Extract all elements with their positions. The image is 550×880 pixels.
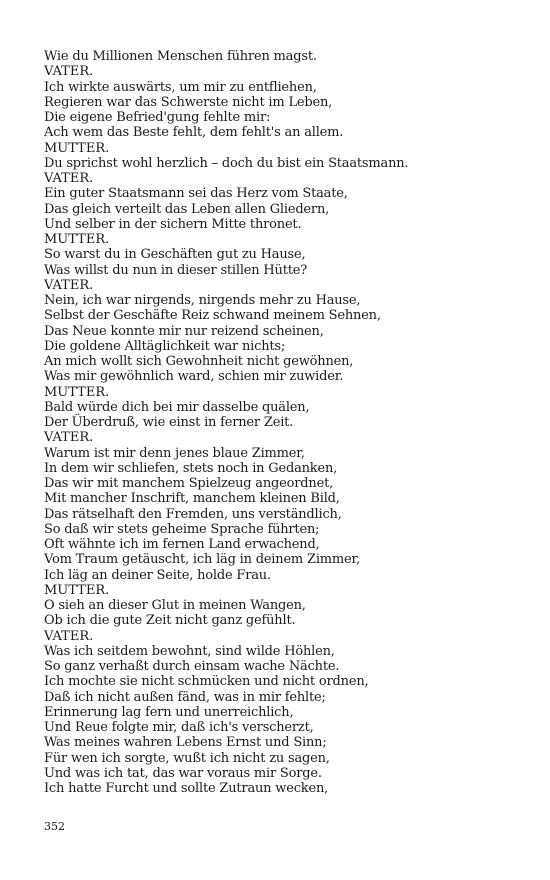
verse-line: Das rätselhaft den Fremden, uns verständlich, — [44, 506, 342, 522]
speaker-name: MUTTER. — [44, 582, 110, 598]
verse-line: Das gleich verteilt das Leben allen Gliedern, — [44, 201, 330, 217]
verse-line: An mich wollt sich Gewohnheit nicht gewöhnen, — [44, 354, 354, 369]
verse-line: Die eigene Befried'gung fehlte mir: — [44, 110, 271, 125]
verse-line: Und selber in der sichern Mitte thronet. — [44, 216, 302, 232]
speaker-name: VATER. — [44, 628, 94, 644]
page-number: 352 — [44, 820, 65, 833]
verse-line: Vom Traum getäuscht, ich läg in deinem Zimmer, — [44, 552, 361, 568]
verse-line: Regieren war das Schwerste nicht im Leben, — [44, 94, 333, 110]
speaker-name: VATER. — [44, 171, 94, 186]
verse-line: Die goldene Alltäglichkeit war nichts; — [44, 338, 286, 354]
verse-line: Du sprichst wohl herzlich – doch du bist ein Staatsmann. — [44, 155, 409, 171]
verse-line: Daß ich nicht außen fänd, was in mir fehlte; — [44, 689, 326, 705]
verse-line: Ich mochte sie nicht schmücken und nicht ordnen, — [44, 674, 369, 690]
speaker-name: VATER. — [44, 64, 94, 80]
verse-line: So ganz verhaßt durch einsam wache Nächte. — [44, 659, 340, 674]
verse-line: So daß wir stets geheime Sprache führten; — [44, 521, 320, 537]
speaker-name: MUTTER. — [44, 232, 110, 247]
verse-line: In dem wir schliefen, stets noch in Gedanken, — [44, 460, 338, 476]
verse-line: Ach wem das Beste fehlt, dem fehlt's an allem. — [44, 125, 344, 141]
verse-line: Das Neue konnte mir nur reizend scheinen, — [44, 323, 324, 339]
speaker-name: VATER. — [44, 430, 94, 446]
verse-line: Der Überdruß, wie einst in ferner Zeit. — [44, 415, 294, 430]
verse-line: Was meines wahren Lebens Ernst und Sinn; — [44, 735, 327, 751]
verse-line: Was mir gewöhnlich ward, schien mir zuwider. — [44, 369, 344, 385]
verse-line: O sieh an dieser Glut in meinen Wangen, — [44, 598, 306, 613]
verse-line: So warst du in Geschäften gut zu Hause, — [44, 247, 306, 263]
verse-line: Ich läg an deiner Seite, holde Frau. — [44, 567, 271, 583]
verse-line: Was ich seitdem bewohnt, sind wilde Höhlen, — [44, 643, 335, 659]
page-text-block — [44, 49, 514, 796]
verse-line: Wie du Millionen Menschen führen magst. — [44, 49, 317, 64]
verse-line: Ein guter Staatsmann sei das Herz vom Staate, — [44, 186, 348, 202]
verse-line: Ob ich die gute Zeit nicht ganz gefühlt. — [44, 613, 296, 629]
verse-line: Erinnerung lag fern und unerreichlich, — [44, 704, 294, 720]
speaker-name: MUTTER. — [44, 384, 110, 400]
verse-line: Für wen ich sorgte, wußt ich nicht zu sagen, — [44, 750, 330, 766]
verse-line: Und Reue folgte mir, daß ich's verscherzt, — [44, 720, 314, 735]
verse-line: Bald würde dich bei mir dasselbe quälen, — [44, 399, 310, 415]
verse-line: Warum ist mir denn jenes blaue Zimmer, — [44, 445, 305, 461]
speaker-name: VATER. — [44, 277, 94, 293]
verse-line: Selbst der Geschäfte Reiz schwand meinem Sehnen, — [44, 308, 381, 324]
verse-line: Nein, ich war nirgends, nirgends mehr zu Hause, — [44, 293, 361, 308]
verse-line: Ich wirkte auswärts, um mir zu entfliehen, — [44, 79, 317, 95]
verse-line: Und was ich tat, das war voraus mir Sorge. — [44, 765, 322, 781]
verse-line: Ich hatte Furcht und sollte Zutraun wecken, — [44, 781, 329, 796]
verse-line: Mit mancher Inschrift, manchem kleinen Bild, — [44, 491, 340, 507]
speaker-name: MUTTER. — [44, 140, 110, 156]
verse-line: Was willst du nun in dieser stillen Hütte? — [44, 262, 308, 278]
verse-line: Oft wähnte ich im fernen Land erwachend, — [44, 537, 320, 552]
verse-line: Das wir mit manchem Spielzeug angeordnet, — [44, 476, 334, 491]
